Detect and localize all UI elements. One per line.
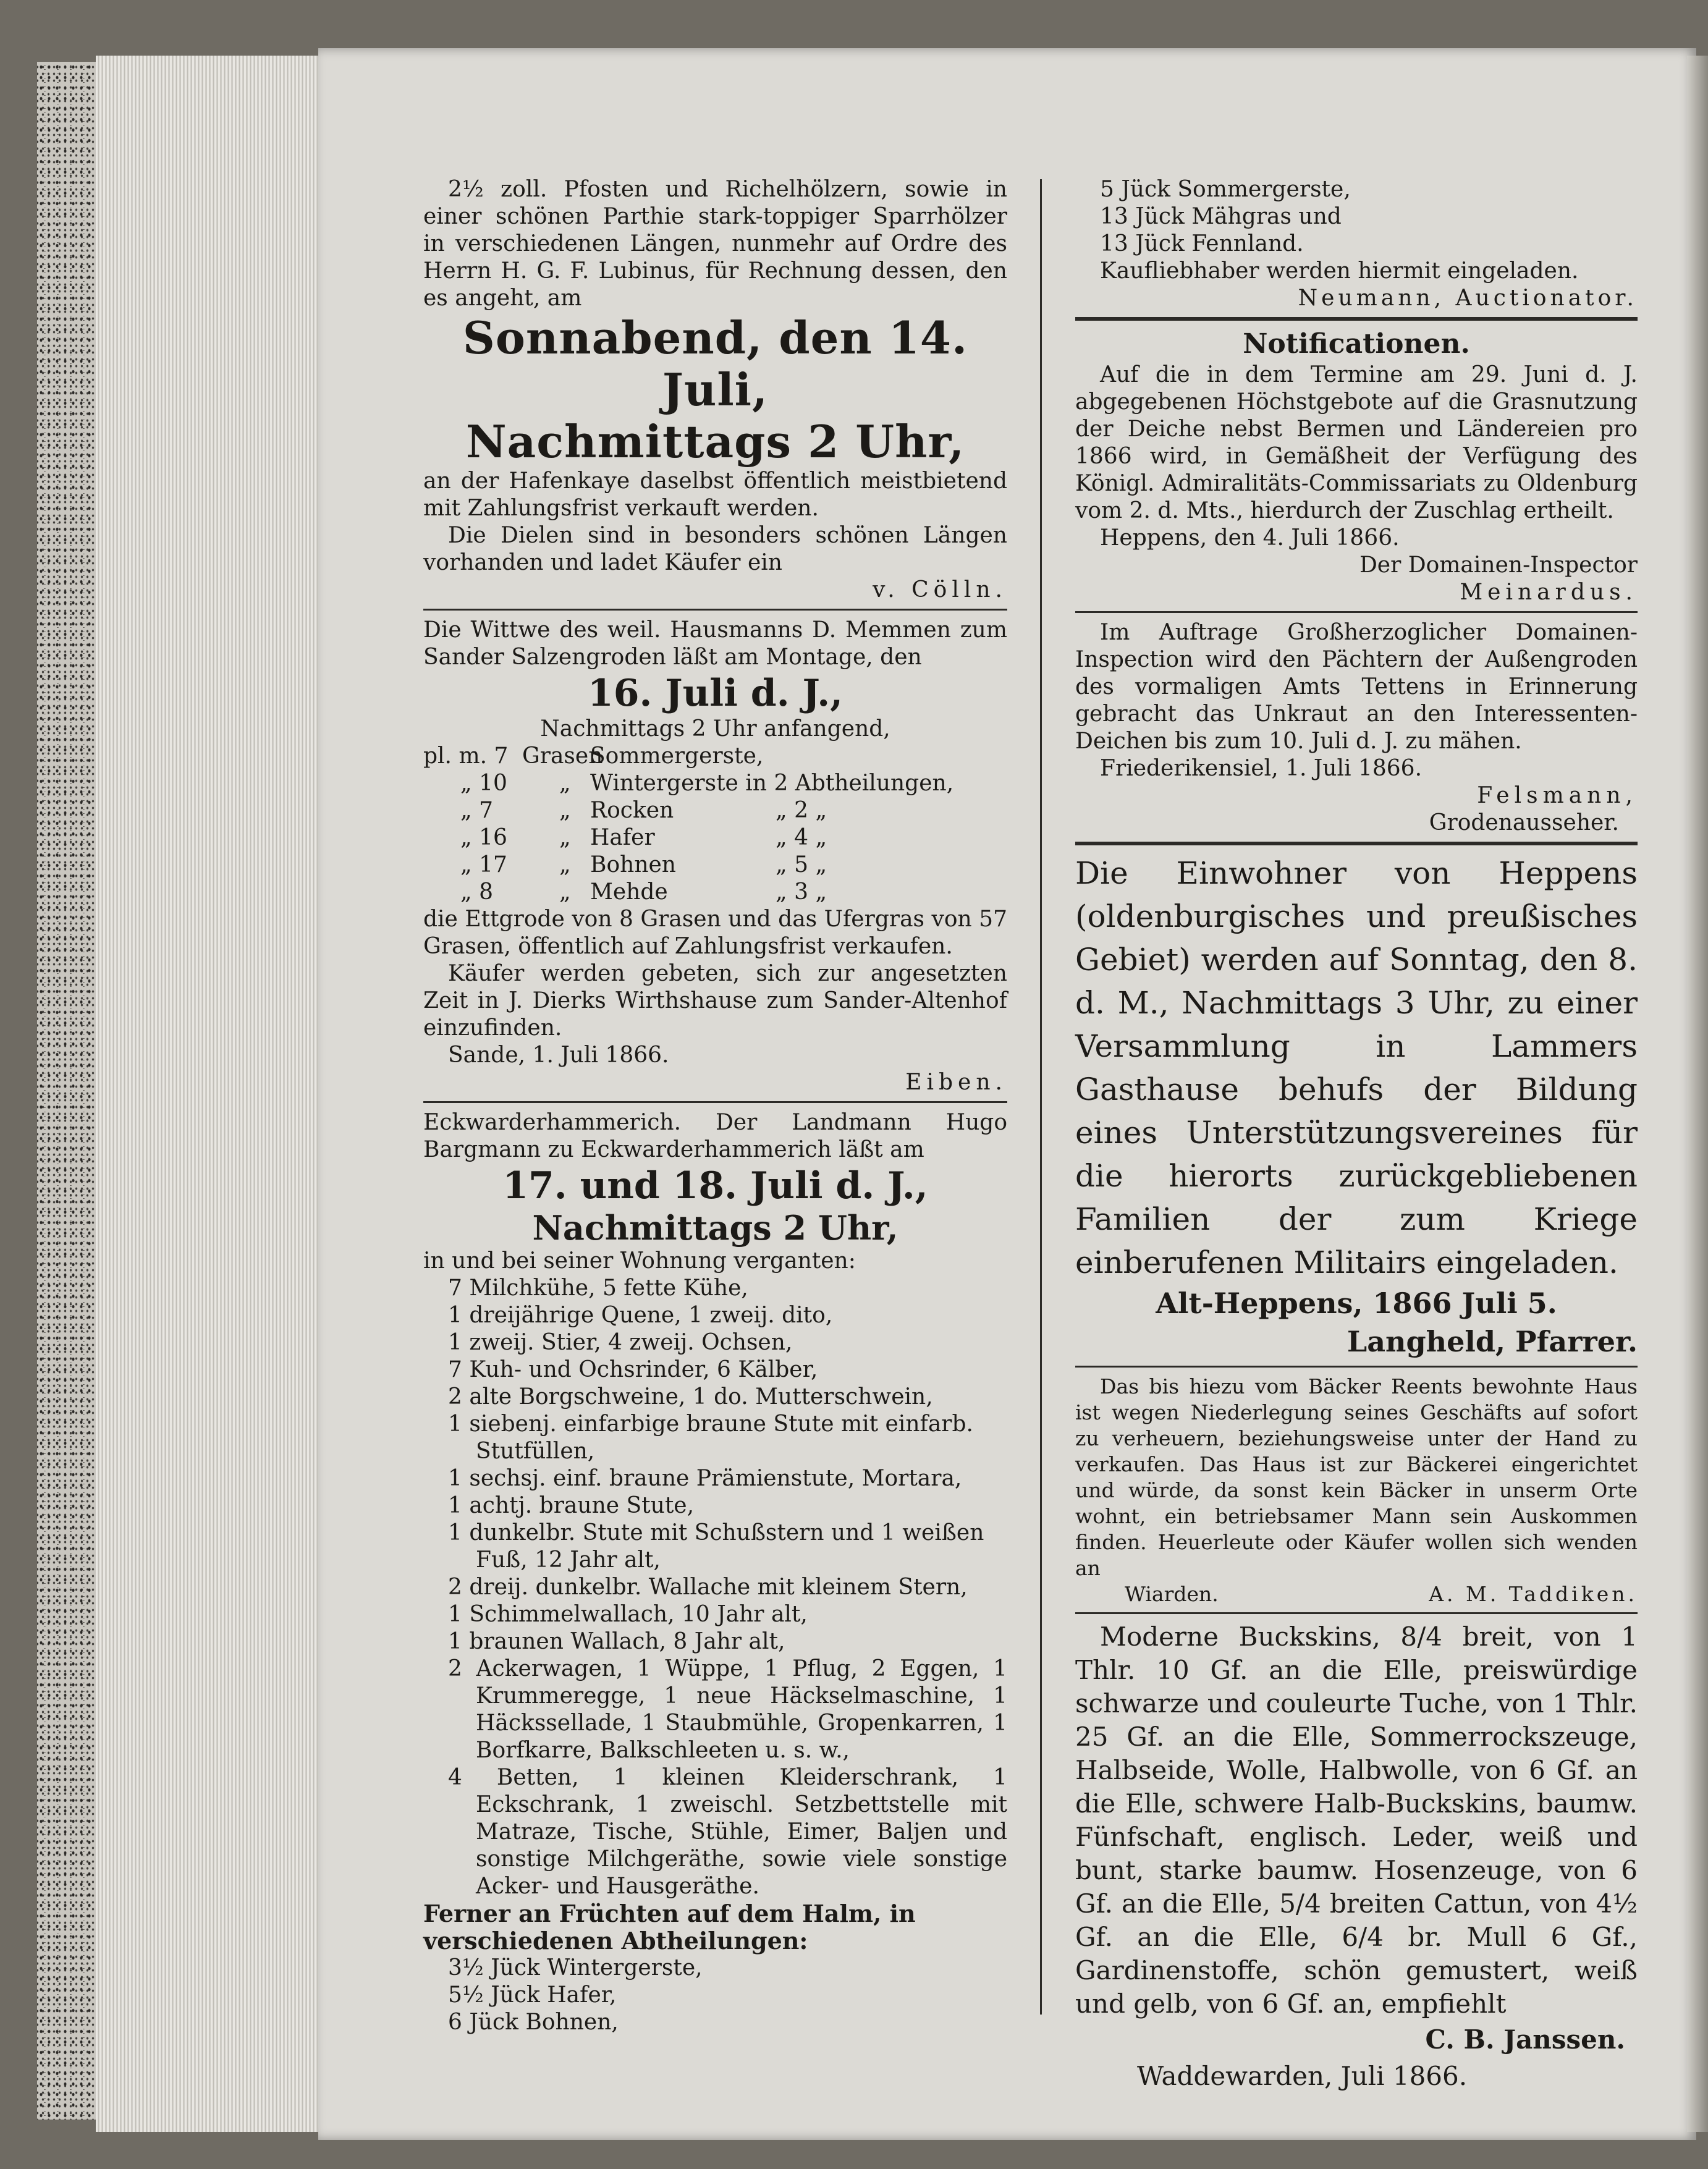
notification-2-signature: Felsmann, xyxy=(1477,783,1638,808)
ad1-body-2: Die Dielen sind in besonders schönen Längen vorhanden und ladet Käufer ein xyxy=(423,523,1007,575)
ad3-date: 17. und 18. Juli d. J., xyxy=(502,1164,928,1207)
ad1-signature: v. Cölln. xyxy=(873,577,1007,602)
ad2-place-date: Sande, 1. Juli 1866. xyxy=(448,1042,669,1068)
ad2-table xyxy=(423,743,1007,906)
ad2-signature: Eiben. xyxy=(905,1070,1007,1095)
notification-1-place-date: Heppens, den 4. Juli 1866. xyxy=(1100,525,1400,551)
ad1-date: Sonnabend, den 14. Juli, xyxy=(462,311,968,416)
list-item: 2 dreij. dunkelbr. Wallache mit kleinem Stern, xyxy=(448,1575,968,1600)
ad-separator xyxy=(423,609,1007,611)
notification-2-role: Grodenausseher. xyxy=(1429,810,1619,835)
table-row: „ 10 „ Wintergerste in 2 Abtheilungen, xyxy=(460,771,954,796)
ad-separator xyxy=(1075,1366,1638,1368)
list-item: 5½ Jück Hafer, xyxy=(448,1982,617,2008)
auctioneer-signature: Neumann, Auctionator. xyxy=(1298,285,1638,311)
table-row: „ 16 „ Hafer „ 4 „ xyxy=(460,825,827,850)
ad3-lead: in und bei seiner Wohnung verganten: xyxy=(423,1248,856,1274)
assembly-place-date: Alt-Heppens, 1866 Juli 5. xyxy=(1156,1287,1557,1320)
ad1-intro: 2½ zoll. Pfosten und Richelhölzern, sowie in einer schönen Parthie stark-toppiger Sparrhölzer in verschiedenen Längen, nunmehr auf Ordre des Herrn H. G. F. Lubinus, für Rechnung dessen, den es angeht, am xyxy=(423,177,1007,311)
notifications-header: Notificationen. xyxy=(1243,328,1470,360)
ad2-time: Nachmittags 2 Uhr anfangend, xyxy=(540,716,890,742)
notification-1-role: Der Domainen-Inspector xyxy=(1359,552,1638,578)
house-ad-footer xyxy=(1075,1581,1638,1607)
ad3-intro: Eckwarderhammerich. Der Landmann Hugo Bargmann zu Eckwarderhammerich läßt am xyxy=(423,1110,1007,1162)
cloth-ad: Moderne Buckskins, 8/4 breit, von 1 Thlr. 10 Gf. an die Elle, preiswürdige schwarze und couleurte Tuche, von 1 Thlr. 25 Gf. an die Elle, Sommerrockszeuge, Halbseide, Wolle, Halbwolle, von 6 Gf. an die Elle, schwere Halb-Buckskins, baumw. Fünfschaft, englisch. Leder, weiß und bunt, starke baumw. Hosenzeuge, von 6 Gf. an die Elle, 5/4 breiten Cattun, von 4½ Gf. an die Elle, 6/4 br. Mull 6 Gf., Gardinenstoffe, schön gemustert, weiß und gelb, von 6 Gf. an, empfiehlt xyxy=(1075,1621,1638,2019)
ad2-date: 16. Juli d. J., xyxy=(588,672,843,715)
left-column xyxy=(423,176,1007,2036)
house-ad: Das bis hiezu vom Bäcker Reents bewohnte Haus ist wegen Niederlegung seines Geschäfts auf sofort zu verheuern, beziehungsweise unter der Hand zu verkaufen. Das Haus ist zur Bäckerei eingerichtet und würde, da sonst kein Bäcker in unserm Orte wohnt, ein betriebsamer Mann sein Auskommen finden. Heuerleute oder Käufer wollen sich wenden an xyxy=(1075,1374,1638,1580)
cloth-ad-signature: C. B. Janssen. xyxy=(1425,2024,1625,2055)
ad-separator xyxy=(1075,611,1638,613)
house-ad-place: Wiarden. xyxy=(1125,1582,1219,1606)
list-item: 1 sechsj. einf. braune Prämienstute, Mortara, xyxy=(448,1466,962,1491)
assembly-signature: Langheld, Pfarrer. xyxy=(1347,1325,1638,1358)
notification-2: Im Auftrage Großherzoglicher Domainen-Inspection wird den Pächtern der Außengroden des vormaligen Amts Tettens in Erinnerung gebracht das Unkraut an den Interessenten-Deichen bis zum 10. Juli d. J. zu mähen. xyxy=(1075,620,1638,754)
ad3-item-list xyxy=(423,1275,1007,1900)
ad3-time: Nachmittags 2 Uhr, xyxy=(532,1208,898,1248)
ad-separator xyxy=(423,1101,1007,1103)
list-item: 1 braunen Wallach, 8 Jahr alt, xyxy=(448,1629,785,1654)
cloth-ad-place-date: Waddewarden, Juli 1866. xyxy=(1137,2061,1468,2091)
ad2-intro: Die Wittwe des weil. Hausmanns D. Memmen zum Sander Salzengroden läßt am Montage, den xyxy=(423,617,1007,670)
table-row: „ 7 „ Rocken „ 2 „ xyxy=(460,798,827,823)
list-item: 1 dunkelbr. Stute mit Schußstern und 1 weißen Fuß, 12 Jahr alt, xyxy=(448,1520,984,1573)
list-item: 1 achtj. braune Stute, xyxy=(448,1493,695,1518)
list-item: 2 alte Borgschweine, 1 do. Mutterschwein, xyxy=(448,1384,933,1410)
list-item: 3½ Jück Wintergerste, xyxy=(448,1955,703,1981)
section-separator xyxy=(1075,317,1638,321)
book-edge-speckle xyxy=(37,62,96,2120)
fruit-list-continued xyxy=(1075,176,1638,258)
ad1-time: Nachmittags 2 Uhr, xyxy=(465,415,965,468)
section-separator xyxy=(1075,842,1638,845)
list-item: 1 siebenj. einfarbige braune Stute mit einfarb. Stutfüllen, xyxy=(448,1411,973,1464)
table-row: „ 17 „ Bohnen „ 5 „ xyxy=(460,852,827,877)
list-item: 2 Ackerwagen, 1 Wüppe, 1 Pflug, 2 Eggen, 1 Krummeregge, 1 neue Häckselmaschine, 1 Häckssellade, 1 Staubmühle, Gropenkarren, 1 Borfkarre, Balkschleeten u. s. w., xyxy=(448,1656,1007,1763)
house-ad-signature: A. M. Taddiken. xyxy=(1429,1582,1638,1606)
book-page-edges xyxy=(96,56,318,2132)
list-item: 1 Schimmelwallach, 10 Jahr alt, xyxy=(448,1602,808,1627)
column-divider xyxy=(1040,179,1042,2015)
list-item: 13 Jück Fennland. xyxy=(1100,231,1304,256)
list-item: 5 Jück Sommergerste, xyxy=(1100,177,1351,202)
notification-1-signature: Meinardus. xyxy=(1460,580,1638,605)
list-item: 1 zweij. Stier, 4 zweij. Ochsen, xyxy=(448,1330,793,1355)
list-item: 13 Jück Mähgras und xyxy=(1100,204,1342,229)
table-row: „ 8 „ Mehde „ 3 „ xyxy=(460,879,827,905)
ad2-body: die Ettgrode von 8 Grasen und das Ufergras von 57 Grasen, öffentlich auf Zahlungsfrist verkaufen. xyxy=(423,907,1007,959)
next-page-edge xyxy=(1687,56,1708,2132)
right-column xyxy=(1075,176,1638,2094)
notification-1: Auf die in dem Termine am 29. Juni d. J. abgegebenen Höchstgebote auf die Grasnutzung der Deiche nebst Bermen und Ländereien pro 1866 wird, in Gemäßheit der Verfügung des Königl. Admiralitäts-Commissariats zu Oldenburg vom 2. d. Mts., hierdurch der Zuschlag ertheilt. xyxy=(1075,362,1638,523)
auction-invite: Kaufliebhaber werden hiermit eingeladen. xyxy=(1100,258,1579,284)
assembly-announcement: Die Einwohner von Heppens (oldenburgisches und preußisches Gebiet) werden auf Sonntag, den 8. d. M., Nachmittags 3 Uhr, zu einer Versammlung in Lammers Gasthause behufs der Bildung eines Unterstützungsvereines für die hierorts zurückgebliebenen Familien der zum Kriege einberufenen Militairs eingeladen. xyxy=(1075,855,1638,1280)
ad2-body-2: Käufer werden gebeten, sich zur angesetzten Zeit in J. Dierks Wirthshause zum Sander-Altenhof einzufinden. xyxy=(423,961,1007,1041)
notification-2-place-date: Friederikensiel, 1. Juli 1866. xyxy=(1100,756,1423,781)
ad3-fruits-heading: Ferner an Früchten auf dem Halm, in verschiedenen Abtheilungen: xyxy=(423,1900,916,1955)
list-item: 7 Kuh- und Ochsrinder, 6 Kälber, xyxy=(448,1357,818,1382)
ad3-fruit-list xyxy=(423,1955,1007,2036)
list-item: 6 Jück Bohnen, xyxy=(448,2010,619,2035)
list-item: 1 dreijährige Quene, 1 zweij. dito, xyxy=(448,1303,833,1328)
list-item: 7 Milchkühe, 5 fette Kühe, xyxy=(448,1275,748,1301)
table-row: pl. m. 7 Grasen Sommergerste, xyxy=(423,743,764,769)
list-item: 4 Betten, 1 kleinen Kleiderschrank, 1 Eckschrank, 1 zweischl. Setzbettstelle mit Matraze, Tische, Stühle, Eimer, Baljen und sonstige Milchgeräthe, sowie viele sonstige Acker- und Hausgeräthe. xyxy=(448,1765,1007,1899)
ad1-body: an der Hafenkaye daselbst öffentlich meistbietend mit Zahlungsfrist verkauft werden. xyxy=(423,468,1007,521)
ad-separator xyxy=(1075,1612,1638,1614)
